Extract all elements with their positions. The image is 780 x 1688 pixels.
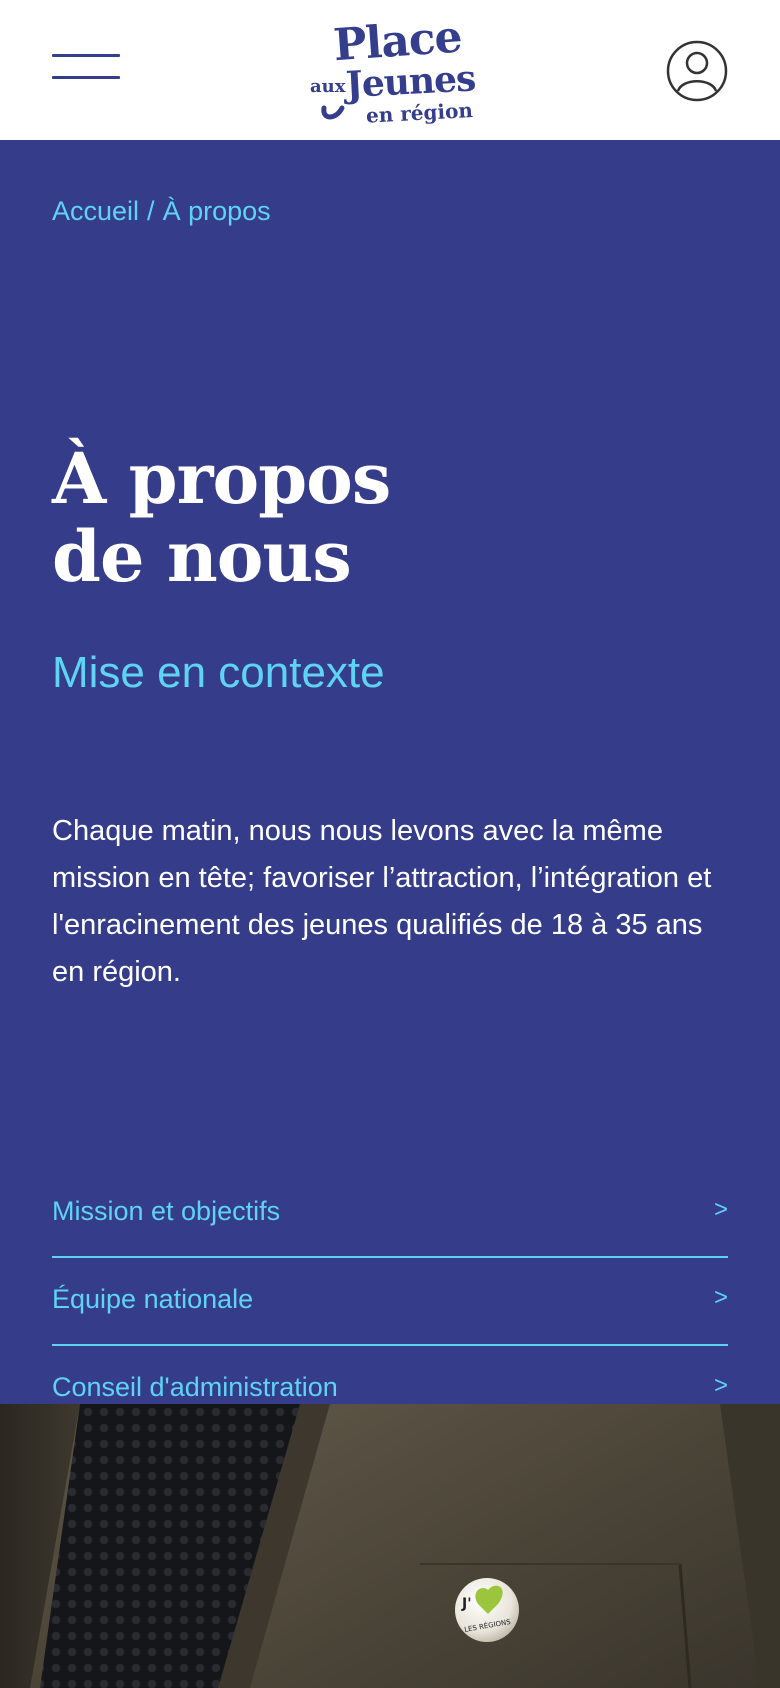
- breadcrumb-current[interactable]: À propos: [162, 196, 271, 226]
- chevron-right-icon: >: [713, 1196, 728, 1223]
- pin-text-top: J': [462, 1596, 472, 1612]
- breadcrumb: [52, 196, 271, 227]
- menu-bar-top: [52, 54, 120, 57]
- about-links-list: [52, 1170, 728, 1434]
- menu-bar-bottom: [52, 76, 120, 79]
- hero-photo: [0, 1404, 780, 1688]
- page-title-line1: À propos: [52, 437, 391, 520]
- logo-line2: Jeunes: [344, 57, 477, 107]
- link-label: Mission et objectifs: [52, 1196, 281, 1226]
- link-national-team[interactable]: [52, 1258, 728, 1346]
- pin-text-bottom: LES RÉGIONS: [463, 1617, 512, 1634]
- logo-line1: Place: [331, 11, 464, 72]
- breadcrumb-separator: /: [147, 196, 155, 226]
- logo-line2-small: aux: [310, 76, 346, 97]
- site-logo[interactable]: [306, 10, 488, 130]
- section-subtitle: Mise en contexte: [52, 648, 385, 697]
- chevron-right-icon: >: [713, 1284, 728, 1311]
- intro-paragraph: Chaque matin, nous nous levons avec la même mission en tête; favoriser l’attraction, l’intégration et l'enracinement des jeunes qualifiés de 18 à 35 ans en région.: [52, 815, 712, 988]
- page-title: [52, 437, 391, 598]
- user-circle-icon[interactable]: [666, 40, 728, 102]
- breadcrumb-home-link[interactable]: Accueil: [52, 196, 140, 226]
- link-mission-objectives[interactable]: [52, 1170, 728, 1258]
- link-label: Équipe nationale: [52, 1284, 254, 1314]
- chevron-right-icon: >: [713, 1372, 728, 1399]
- page-title-line2: de nous: [52, 515, 351, 598]
- link-label: Conseil d'administration: [52, 1372, 338, 1402]
- logo-line3: en région: [365, 98, 474, 128]
- site-header: [0, 0, 780, 140]
- hamburger-menu-icon[interactable]: [52, 54, 120, 80]
- hero-section: [0, 140, 780, 1404]
